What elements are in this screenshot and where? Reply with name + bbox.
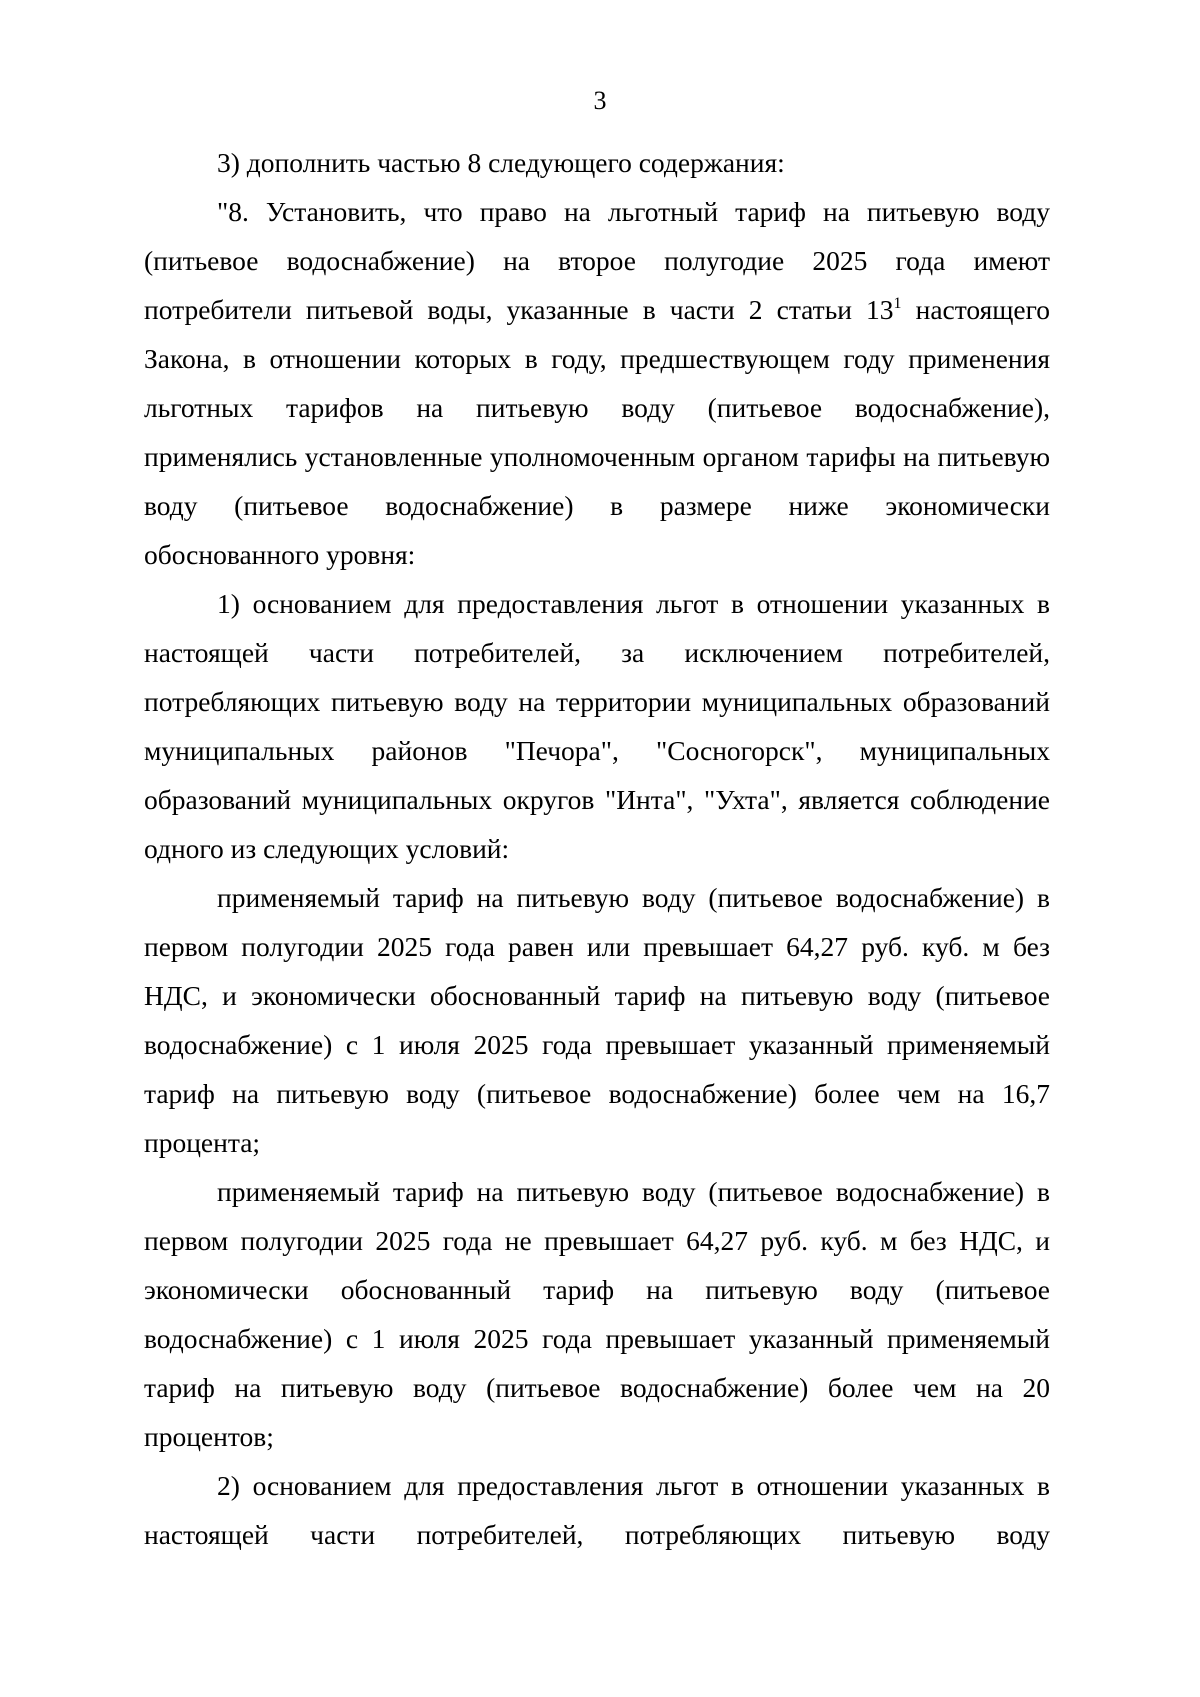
paragraph-condition-2: применяемый тариф на питьевую воду (питьевое водоснабжение) в первом полугодии 2025 года не превышает 64,27 руб. куб. м без НДС, и экономически обоснованный тариф на питьевую воду (питьевое водоснабжение) с 1 июля 2025 года превышает указанный применяемый тариф на питьевую воду (питьевое водоснабжение) более чем на 20 процентов;: [144, 1176, 1050, 1452]
article-superscript: 1: [893, 295, 902, 312]
document-body: [144, 138, 1050, 1559]
paragraph-amendment-intro: 3) дополнить частью 8 следующего содержания:: [217, 147, 785, 178]
paragraph-part-8: [144, 187, 1050, 579]
page-number: 3: [593, 86, 607, 115]
paragraph-item-2: 2) основанием для предоставления льгот в отношении указанных в настоящей части потребителей, потребляющих питьевую воду: [144, 1470, 1050, 1550]
paragraph-item-1: 1) основанием для предоставления льгот в отношении указанных в настоящей части потребителей, за исключением потребителей, потребляющих питьевую воду на территории муниципальных образований муниципальных районов "Печора", "Сосногорск", муниципальных образований муниципальных округов "Инта", "Ухта", является соблюдение одного из следующих условий:: [144, 588, 1050, 864]
paragraph-part-8-text-start: "8. Установить, что право на льготный тариф на питьевую воду (питьевое водоснабжение) на второе полугодие 2025 года имеют потребители питьевой воды, указанные в части 2 статьи 13: [144, 196, 1050, 325]
paragraph-part-8-text-end: настоящего Закона, в отношении которых в году, предшествующем году применения льготных тарифов на питьевую воду (питьевое водоснабжение), применялись установленные уполномоченным органом тарифы на питьевую воду (питьевое водоснабжение) в размере ниже экономически обоснованного уровня:: [144, 294, 1050, 570]
paragraph-condition-1: применяемый тариф на питьевую воду (питьевое водоснабжение) в первом полугодии 2025 года равен или превышает 64,27 руб. куб. м без НДС, и экономически обоснованный тариф на питьевую воду (питьевое водоснабжение) с 1 июля 2025 года превышает указанный применяемый тариф на питьевую воду (питьевое водоснабжение) более чем на 16,7 процента;: [144, 882, 1050, 1158]
